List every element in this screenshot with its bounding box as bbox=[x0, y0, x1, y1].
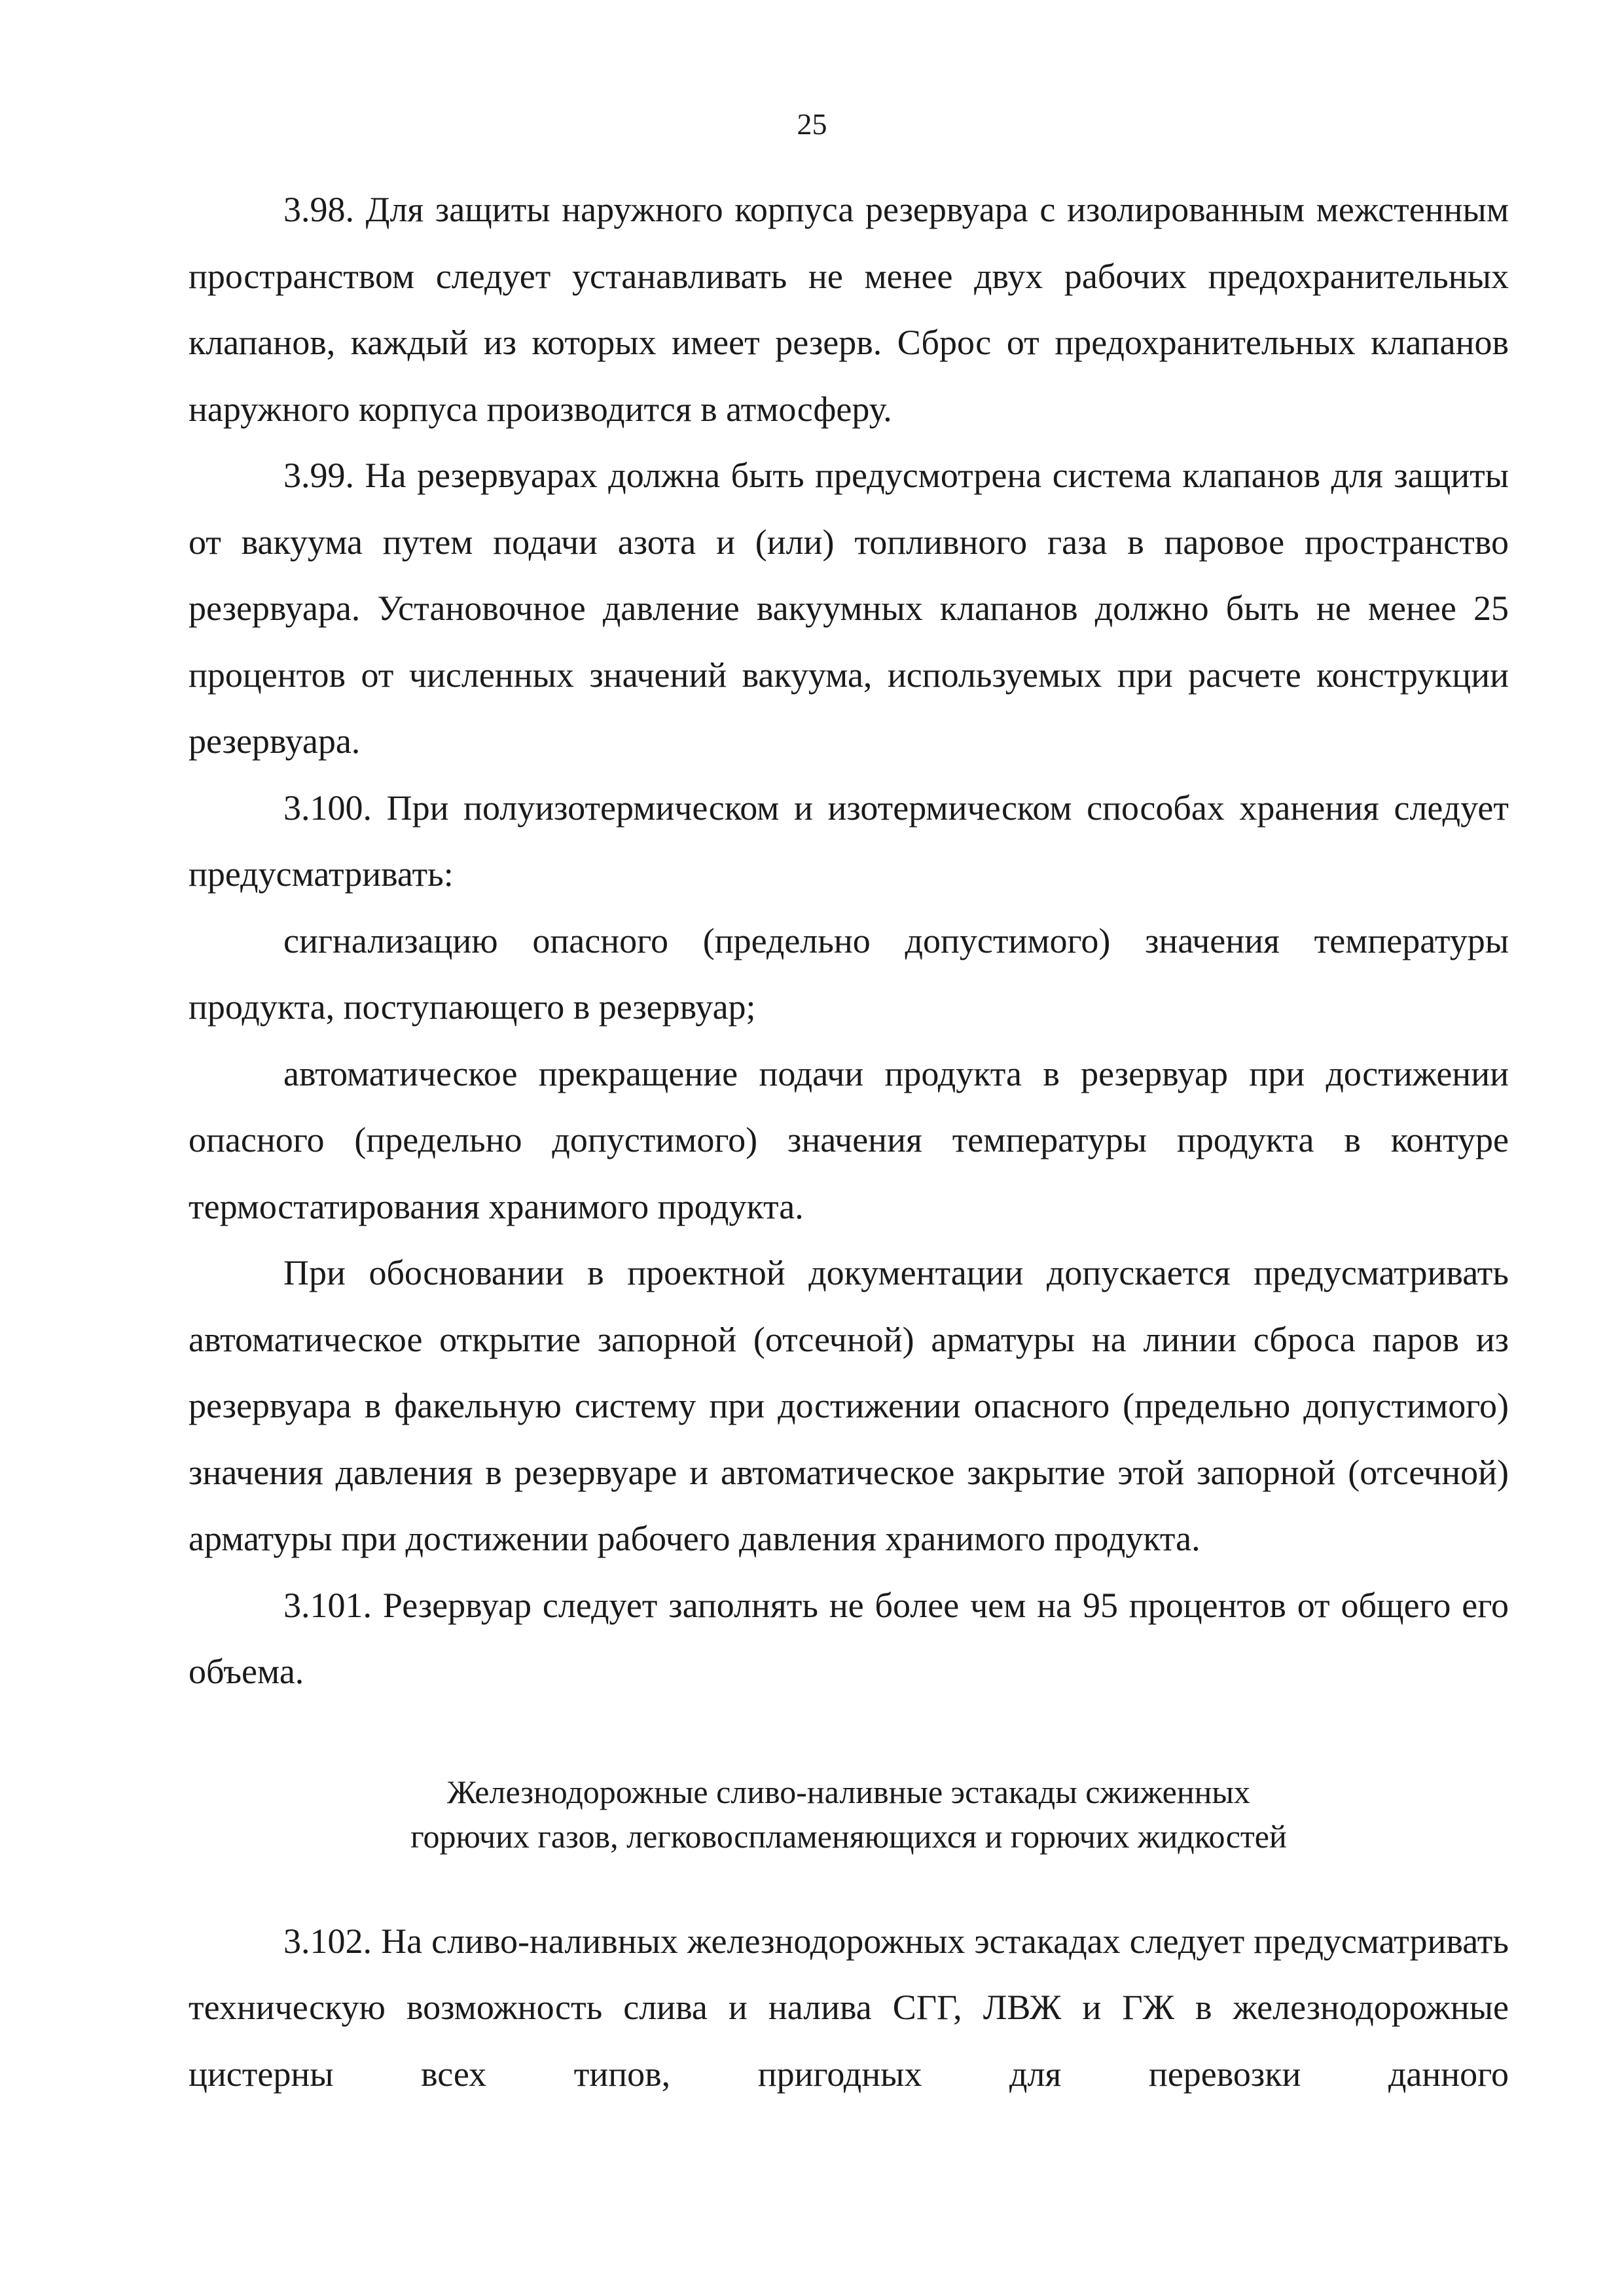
paragraph-justification: При обосновании в проектной документации допускается предусматривать автоматическое открытие запорной (отсечной) арматуры на линии сброса паров из резервуара в факельную систему при достижении опасного (предельно допустимого) значения давления в резервуаре и автоматическое закрытие этой запорной (отсечной) арматуры при достижении рабочего давления хранимого продукта. bbox=[189, 1253, 1509, 1558]
paragraph-3-102: 3.102. На сливо-наливных железнодорожных эстакадах следует предусматривать техническую возможность слива и налива СГГ, ЛВЖ и ГЖ в железнодорожные цистерны всех типов, пригодных для перевозки данного bbox=[189, 1921, 1509, 2094]
paragraph-alarm-item: сигнализацию опасного (предельно допустимого) значения температуры продукта, поступающего в резервуар; bbox=[189, 920, 1509, 1027]
section-heading-line-1: Железнодорожные сливо-наливные эстакады сжиженных bbox=[447, 1773, 1250, 1810]
paragraph-3-99: 3.99. На резервуарах должна быть предусмотрена система клапанов для защиты от вакуума путем подачи азота и (или) топливного газа в паровое пространство резервуара. Установочное давление вакуумных клапанов должно быть не менее 25 процентов от численных значений вакуума, используемых при расчете конструкции резервуара. bbox=[189, 456, 1509, 761]
section-heading-line-2: горючих газов, легковоспламеняющихся и горючих жидкостей bbox=[410, 1817, 1287, 1855]
paragraph-auto-stop-item: автоматическое прекращение подачи продукта в резервуар при достижении опасного (предельно допустимого) значения температуры продукта в контуре термостатирования хранимого продукта. bbox=[189, 1053, 1509, 1226]
paragraph-3-100: 3.100. При полуизотермическом и изотермическом способах хранения следует предусматривать: bbox=[189, 788, 1509, 894]
page-number: 25 bbox=[797, 107, 827, 141]
document-body bbox=[189, 177, 1509, 2107]
section-heading bbox=[189, 1770, 1509, 1859]
paragraph-3-101: 3.101. Резервуар следует заполнять не более чем на 95 процентов от общего его объема. bbox=[189, 1585, 1509, 1691]
paragraph-3-98: 3.98. Для защиты наружного корпуса резервуара с изолированным межстенным пространством следует устанавливать не менее двух рабочих предохранительных клапанов, каждый из которых имеет резерв. Сброс от предохранительных клапанов наружного корпуса производится в атмосферу. bbox=[189, 190, 1509, 429]
